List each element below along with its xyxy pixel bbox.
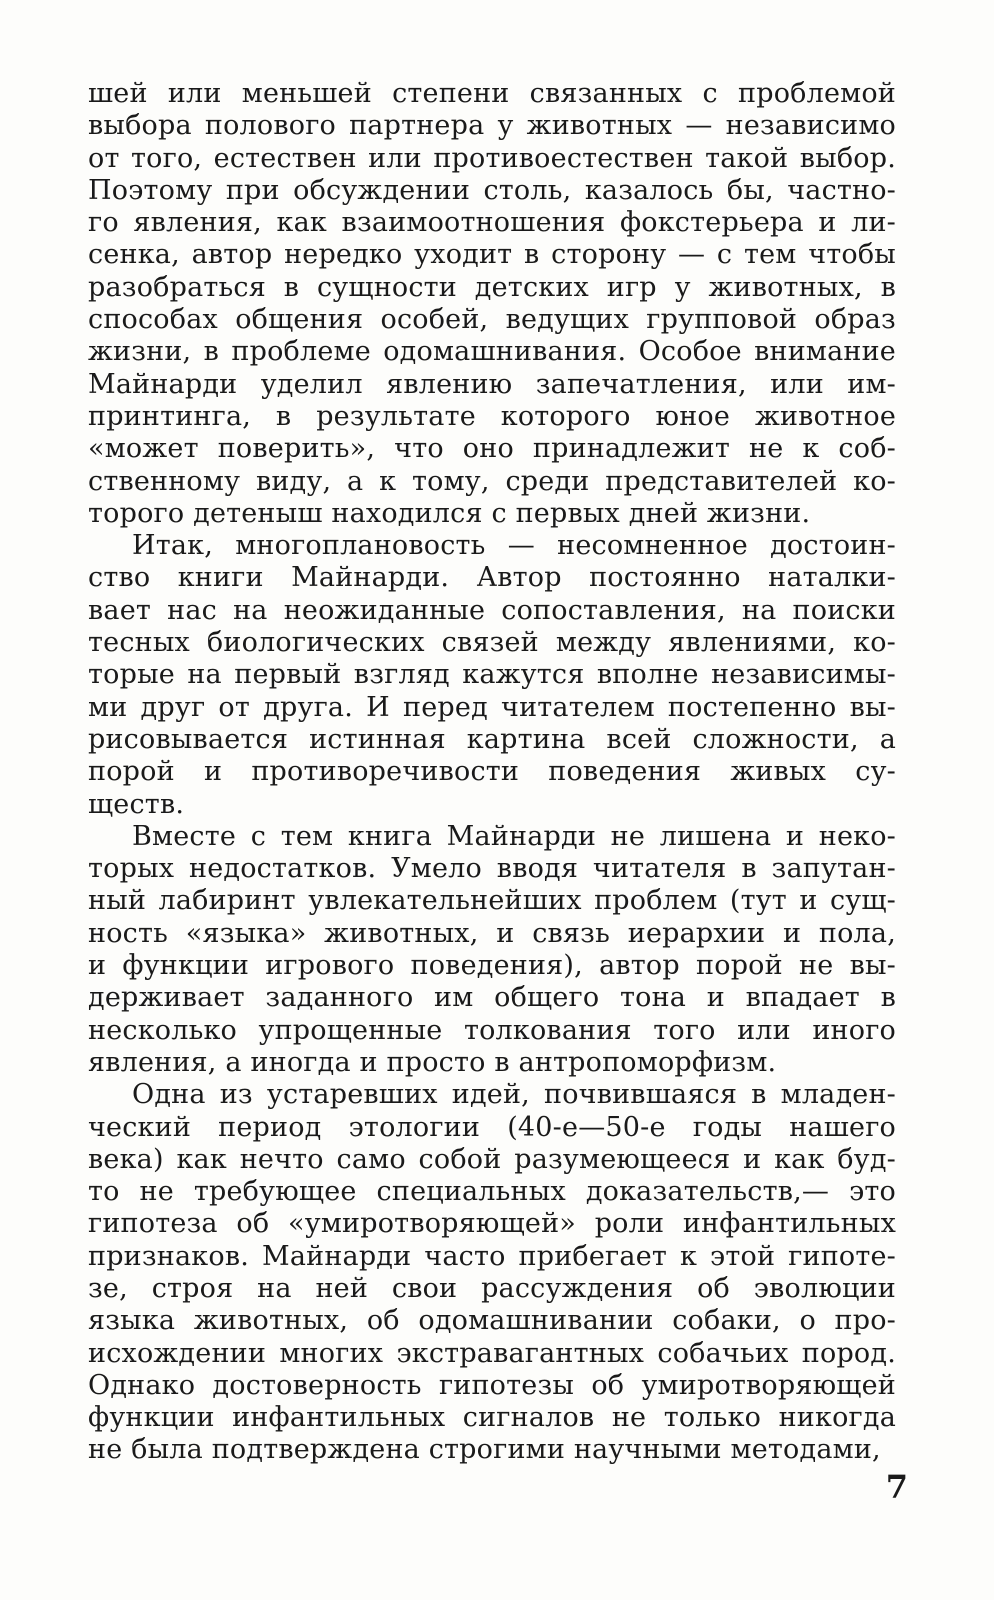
text-line: «может поверить», что оно принадлежит не к соб- <box>88 433 896 465</box>
text-line: торого детеныш находился с первых дней жизни. <box>88 497 811 529</box>
text-line: вает нас на неожиданные сопоставления, на поиски <box>88 594 896 626</box>
text-line: Поэтому при обсуждении столь, казалось бы, частно- <box>88 174 896 206</box>
paragraph <box>88 1079 896 1467</box>
text-line: Однако достоверность гипотезы об умиротворяющей <box>88 1369 896 1401</box>
text-line: го явления, как взаимоотношения фокстерьера и ли- <box>88 207 896 239</box>
text-line: несколько упрощенные толкования того или иного <box>88 1014 896 1046</box>
text-line: исхождении многих экстравагантных собачьих пород. <box>88 1337 896 1369</box>
text-line: ность «языка» животных, и связь иерархии и пола, <box>88 917 896 949</box>
text-line: жизни, в проблеме одомашнивания. Особое внимание <box>88 336 896 368</box>
text-line: Вместе с тем книга Майнарди не лишена и неко- <box>132 820 896 852</box>
text-line: порой и противоречивости поведения живых су- <box>88 756 896 788</box>
page-number: 7 <box>885 1468 908 1506</box>
paragraph <box>88 821 896 1079</box>
text-line: ми друг от друга. И перед читателем постепенно вы- <box>88 691 896 723</box>
text-line: функции инфантильных сигналов не только никогда <box>88 1402 896 1434</box>
text-line: гипотеза об «умиротворяющей» роли инфантильных <box>88 1208 896 1240</box>
text-line: принтинга, в результате которого юное животное <box>88 400 896 432</box>
text-line: Майнарди уделил явлению запечатления, или им- <box>88 368 896 400</box>
text-line: держивает заданного им общего тона и впадает в <box>88 982 896 1014</box>
text-line: Одна из устаревших идей, почвившаяся в младен- <box>132 1079 896 1111</box>
text-line: тесных биологических связей между явлениями, ко- <box>88 627 896 659</box>
text-line: торые на первый взгляд кажутся вполне независимы- <box>88 659 896 691</box>
text-line: шей или меньшей степени связанных с проблемой <box>88 78 896 109</box>
paragraph <box>88 78 896 530</box>
paragraph <box>88 530 896 821</box>
text-line: от того, естествен или противоестествен такой выбор. <box>88 142 896 174</box>
text-line: разобраться в сущности детских игр у животных, в <box>88 271 896 303</box>
text-line: ственному виду, а к тому, среди представителей ко- <box>88 465 896 497</box>
text-line: языка животных, об одомашнивании собаки, о про- <box>88 1305 896 1337</box>
text-line: рисовывается истинная картина всей сложности, а <box>88 723 896 755</box>
text-line: и функции игрового поведения), автор порой не вы- <box>88 950 896 982</box>
text-line: признаков. Майнарди часто прибегает к этой гипоте- <box>88 1240 896 1272</box>
text-line: выбора полового партнера у животных — независимо <box>88 110 896 142</box>
text-line: зе, строя на ней свои рассуждения об эволюции <box>88 1272 896 1304</box>
text-line: ный лабиринт увлекательнейших проблем (тут и сущ- <box>88 885 896 917</box>
body-text <box>88 78 896 1467</box>
text-line: явления, а иногда и просто в антропоморфизм. <box>88 1046 777 1078</box>
text-line: века) как нечто само собой разумеющееся и как буд- <box>88 1143 896 1175</box>
text-line: торых недостатков. Умело вводя читателя в запутан- <box>88 853 896 885</box>
text-line: ществ. <box>88 788 185 820</box>
text-line: сенка, автор нередко уходит в сторону — с тем чтобы <box>88 239 896 271</box>
text-line: ство книги Майнарди. Автор постоянно наталки- <box>88 562 896 594</box>
text-line: способах общения особей, ведущих групповой образ <box>88 304 896 336</box>
text-line: то не требующее специальных доказательств,— это <box>88 1176 896 1208</box>
text-line: ческий период этологии (40-е—50-е годы нашего <box>88 1111 896 1143</box>
text-line: не была подтверждена строгими научными методами, <box>88 1434 881 1466</box>
text-line: Итак, многоплановость — несомненное достоин- <box>132 530 896 562</box>
